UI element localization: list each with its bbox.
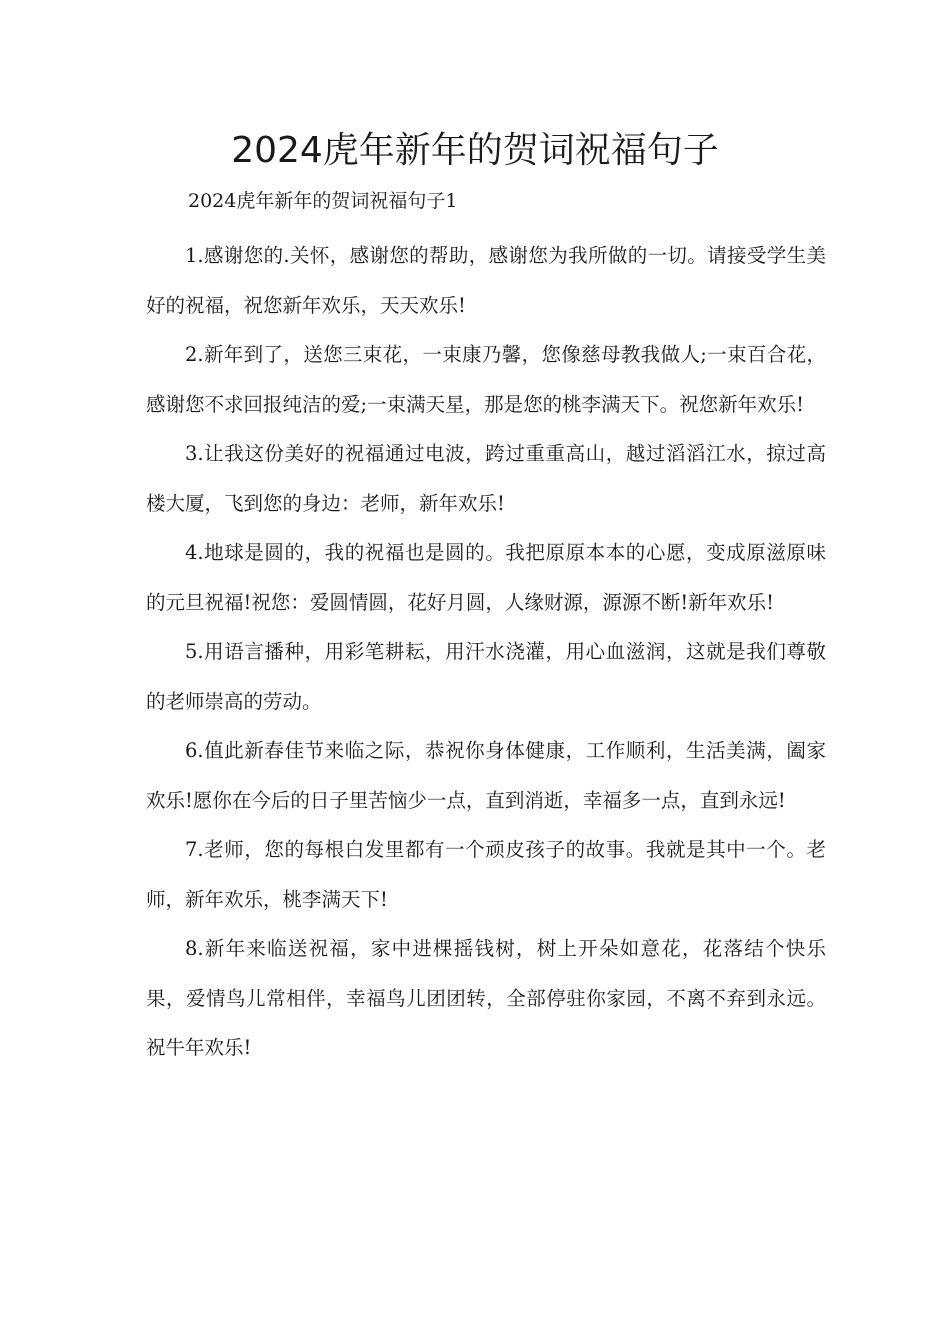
section-heading: 2024虎年新年的贺词祝福句子1 — [188, 190, 458, 212]
paragraph-1: 1.感谢您的.关怀，感谢您的帮助，感谢您为我所做的一切。请接受学生美好的祝福，祝您新年欢乐，天天欢乐! — [146, 244, 826, 317]
paragraph-3: 3.让我这份美好的祝福通过电波，跨过重重高山，越过滔滔江水，掠过高楼大厦，飞到您的身边：老师，新年欢乐! — [146, 442, 826, 515]
paragraph-6: 6.值此新春佳节来临之际，恭祝你身体健康，工作顺利，生活美满，阖家欢乐!愿你在今后的日子里苦恼少一点，直到消逝，幸福多一点，直到永远! — [146, 739, 826, 812]
paragraph-7: 7.老师，您的每根白发里都有一个顽皮孩子的故事。我就是其中一个。老师，新年欢乐，桃李满天下! — [146, 838, 826, 911]
document-title: 2024虎年新年的贺词祝福句子 — [231, 130, 719, 171]
paragraph-4: 4.地球是圆的，我的祝福也是圆的。我把原原本本的心愿，变成原滋原味的元旦祝福!祝您：爱圆情圆，花好月圆，人缘财源，源源不断!新年欢乐! — [146, 541, 826, 614]
document-body — [146, 231, 826, 1073]
paragraph-8: 8.新年来临送祝福，家中进棵摇钱树，树上开朵如意花，花落结个快乐果，爱情鸟儿常相伴，幸福鸟儿团团转，全部停驻你家园，不离不弃到永远。祝牛年欢乐! — [146, 937, 826, 1059]
paragraph-2: 2.新年到了，送您三束花，一束康乃馨，您像慈母教我做人;一束百合花，感谢您不求回报纯洁的爱;一束满天星，那是您的桃李满天下。祝您新年欢乐! — [146, 343, 826, 416]
paragraph-5: 5.用语言播种，用彩笔耕耘，用汗水浇灌，用心血滋润，这就是我们尊敬的老师崇高的劳动。 — [146, 640, 826, 713]
